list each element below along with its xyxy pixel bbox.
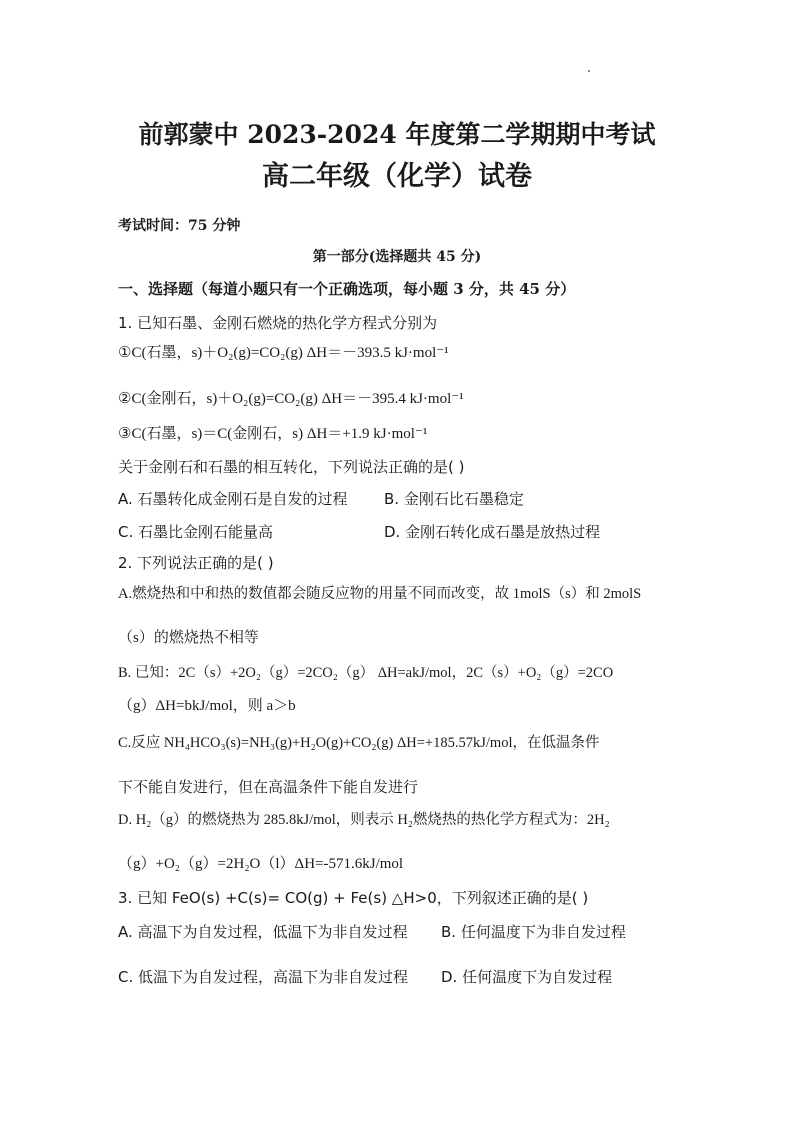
exam-subtitle: 高二年级（化学）试卷 [262, 161, 532, 192]
q3-option-a: A. 高温下为自发过程，低温下为非自发过程 [118, 923, 408, 941]
q2-stem: 2. 下列说法正确的是( ) [118, 554, 274, 572]
q1-eq2: ②C(金刚石，s)＋O₂(g)=CO₂(g) ΔH＝－395.4 kJ·mol⁻¹ [118, 391, 464, 407]
q1-question: 关于金刚石和石墨的相互转化，下列说法正确的是( ) [118, 458, 465, 476]
q2-option-d-line1: D. H₂（g）的燃烧热为 285.8kJ/mol，则表示 H₂燃烧热的热化学方程式为：2H₂ [118, 812, 610, 828]
q3-option-b: B. 任何温度下为非自发过程 [441, 923, 626, 941]
q2-option-c-line2: 下不能自发进行，但在高温条件下能自发进行 [118, 780, 419, 796]
q1-option-a: A. 石墨转化成金刚石是自发的过程 [118, 490, 348, 508]
q1-eq1: ①C(石墨，s)＋O₂(g)=CO₂(g) ΔH＝－393.5 kJ·mol⁻¹ [118, 345, 449, 361]
q2-option-b-line2: （g）ΔH=bkJ/mol，则 a＞b [118, 698, 296, 714]
exam-title: 前郭蒙中 2023-2024 年度第二学期期中考试 [138, 120, 656, 149]
q2-option-c-line1: C.反应 NH₄HCO₃(s)=NH₃(g)+H₂O(g)+CO₂(g) ΔH=+185.57kJ/mol，在低温条件 [118, 735, 600, 751]
scan-dot [588, 70, 590, 72]
section-heading: 一、选择题（每道小题只有一个正确选项，每小题 3 分，共 45 分） [118, 280, 576, 298]
exam-time: 考试时间：75 分钟 [118, 218, 241, 234]
q1-stem: 1. 已知石墨、金刚石燃烧的热化学方程式分别为 [118, 314, 438, 332]
q3-option-d: D. 任何温度下为自发过程 [441, 968, 613, 986]
q1-option-b: B. 金刚石比石墨稳定 [384, 490, 524, 508]
part-heading: 第一部分(选择题共 45 分) [312, 249, 482, 265]
q2-option-b-line1: B. 已知：2C（s）+2O₂（g）=2CO₂（g） ΔH=akJ/mol，2C（s）+O₂（g）=2CO [118, 665, 614, 681]
q2-option-d-line2: （g）+O₂（g）=2H₂O（l）ΔH=-571.6kJ/mol [118, 856, 404, 872]
q2-option-a-line2: （s）的燃烧热不相等 [118, 630, 259, 646]
q3-stem: 3. 已知 FeO(s) +C(s)= CO(g) + Fe(s) △H>0，下列叙述正确的是( ) [118, 889, 589, 907]
q1-option-c: C. 石墨比金刚石能量高 [118, 523, 274, 541]
q2-option-a-line1: A.燃烧热和中和热的数值都会随反应物的用量不同而改变，故 1molS（s）和 2molS [118, 586, 642, 602]
q3-option-c: C. 低温下为自发过程，高温下为非自发过程 [118, 968, 409, 986]
q1-eq3: ③C(石墨，s)＝C(金刚石，s) ΔH＝+1.9 kJ·mol⁻¹ [118, 426, 428, 442]
q1-option-d: D. 金刚石转化成石墨是放热过程 [384, 523, 601, 541]
